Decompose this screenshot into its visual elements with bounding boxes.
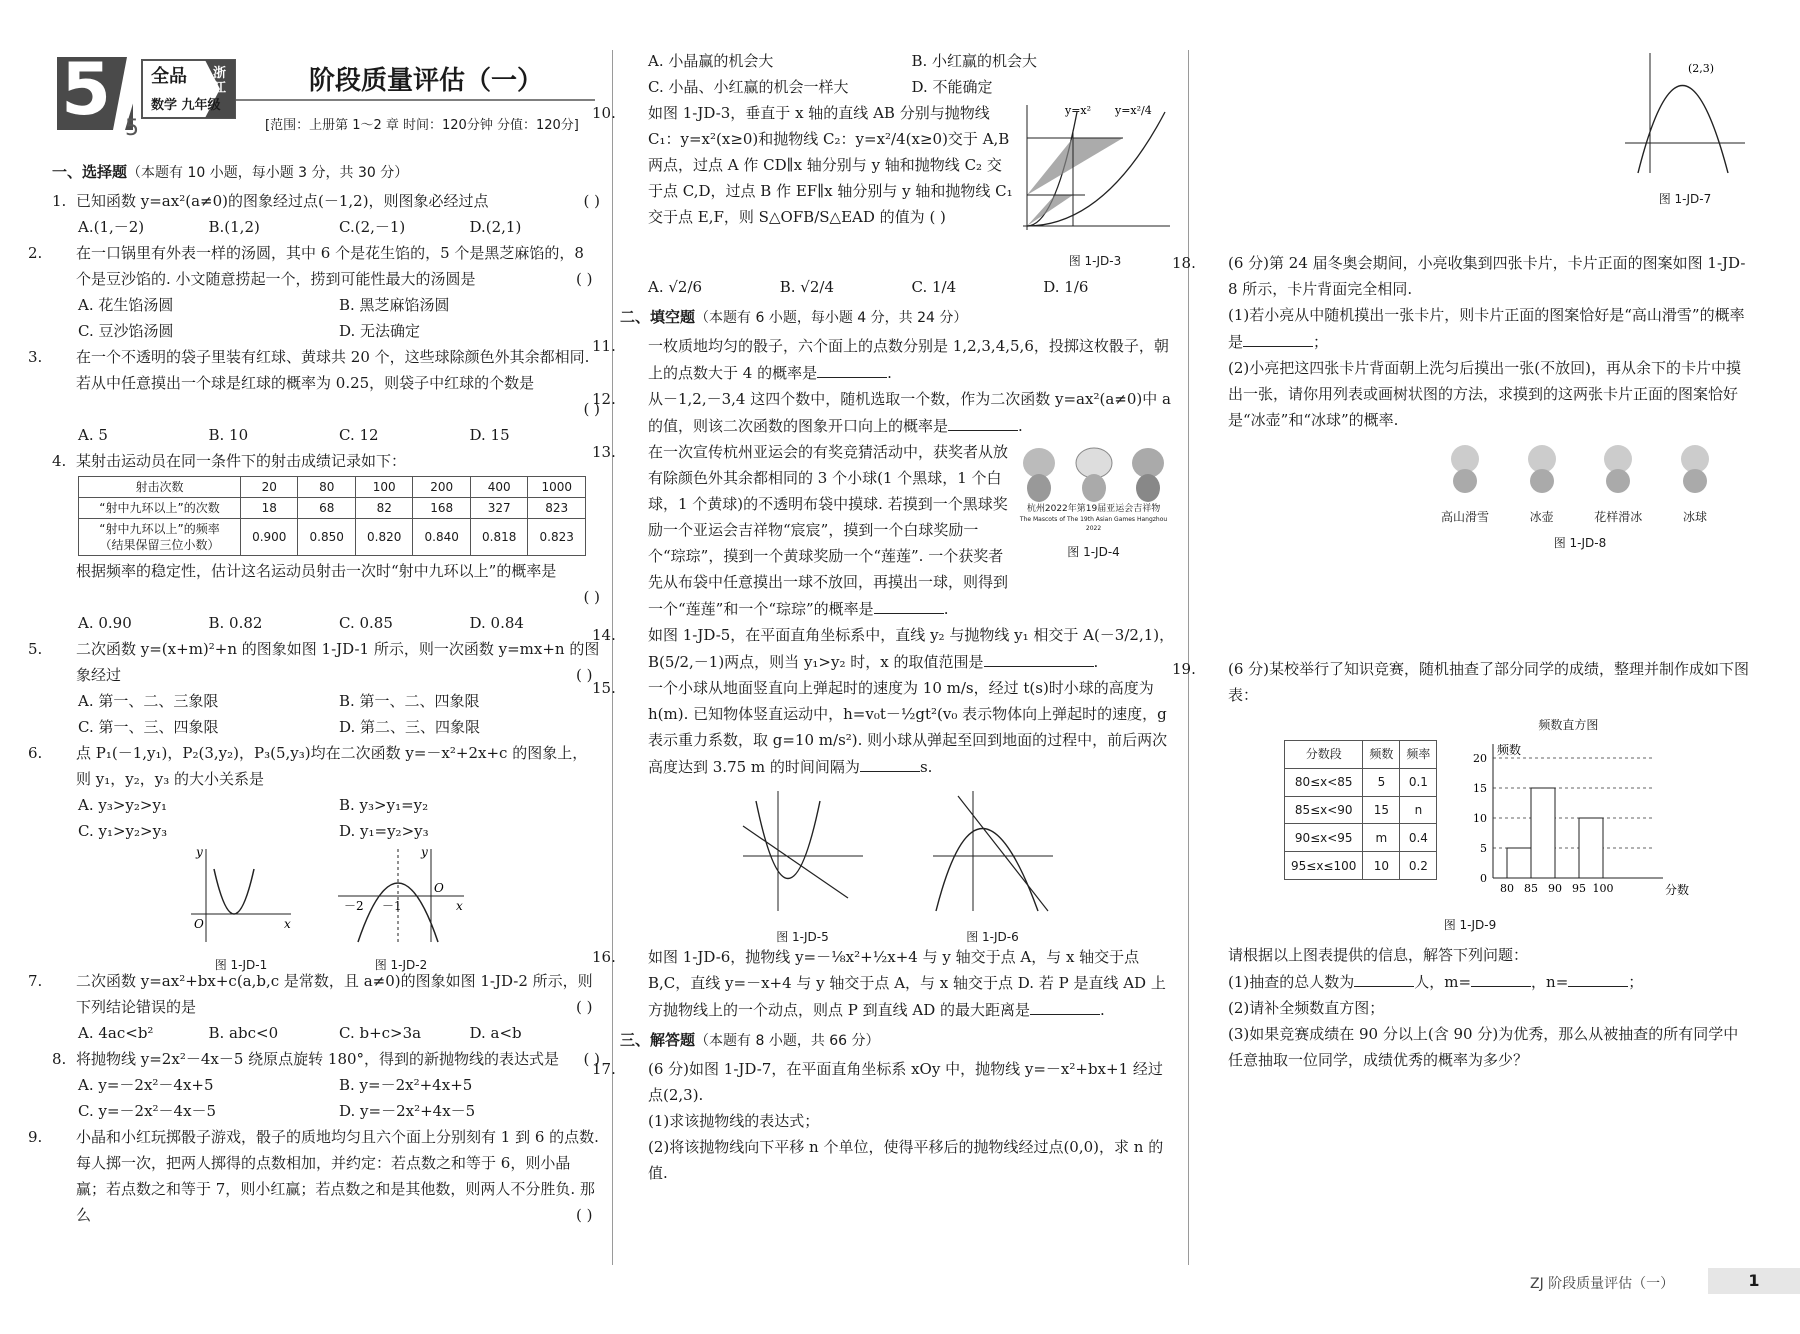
figure-7-graph	[1620, 48, 1750, 178]
table-row: “射中九环以上”的频率 （结果保留三位小数） 0.900 0.850 0.820 0.840 0.818 0.823	[79, 519, 586, 556]
figure-1-jd-4	[1012, 439, 1175, 622]
exam-meta: [范围：上册第 1～2 章 时间：120分钟 分值：120分]	[265, 118, 579, 133]
figure-5-graph	[738, 786, 868, 916]
y-tick-label: 15	[1473, 782, 1488, 795]
curling-icon	[1512, 441, 1572, 496]
fig9-caption: 图 1-JD-9	[1443, 918, 1497, 932]
brand-label: 全品	[151, 66, 187, 87]
histogram-bar	[1531, 788, 1555, 878]
mascot-icon	[1121, 443, 1175, 503]
x-tick-label: 95	[1572, 882, 1587, 895]
figure-3-graph	[1015, 100, 1175, 240]
fig8-caption: 图 1-JD-8	[1553, 536, 1607, 550]
fig1-x-label: x	[284, 917, 291, 931]
fig2-x-label: x	[456, 899, 463, 913]
y-axis-label: 频数	[1497, 743, 1522, 757]
table-row: “射中九环以上”的次数 18 68 82 168 327 823	[79, 498, 586, 519]
figure-6-graph	[928, 786, 1058, 916]
q16-blank[interactable]	[1030, 996, 1100, 1015]
skater-icon	[1588, 441, 1648, 496]
question-4: 4. 某射击运动员在同一条件下的射击成绩记录如下：	[52, 452, 407, 470]
y-tick-label: 20	[1473, 752, 1488, 765]
q13-blank[interactable]	[874, 595, 944, 614]
question-15: 15. 一个小球从地面竖直向上弹起时的速度为 10 m/s，经过 t(s)时小球的高度为 h(m). 已知物体竖直运动中，h=v₀t－½gt²(v₀ 表示物体向上弹起时的速度，g 表示重力系数，取 g=10 m/s²). 则小球从弹起至回到地面的过程中，前后两次高度达到 3.75 m 的时间间隔为 s.	[592, 679, 1168, 776]
figure-1-jd-8	[1430, 441, 1730, 556]
q19-part1: (1)抽查的总人数为 人，m= ，n= ；	[1200, 968, 1750, 995]
figure-1-jd-2	[336, 844, 466, 972]
fig2-tick-m2: －2	[344, 899, 364, 913]
region-label: 浙江	[213, 66, 227, 96]
column-2	[592, 48, 1175, 1186]
q4-options: A. 0.90 B. 0.82 C. 0.85 D. 0.84	[78, 614, 524, 632]
question-7: 7. 二次函数 y=ax²+bx+c(a,b,c 是常数，且 a≠0)的图象如图 1-JD-2 所示，则下列结论错误的是 ( )	[28, 972, 593, 1016]
question-14: 14. 如图 1-JD-5，在平面直角坐标系中，直线 y₂ 与抛物线 y₁ 相交于 A(－3/2,1)，B(5/2,－1)两点，则当 y₁>y₂ 时，x 的取值范围是 .	[592, 626, 1175, 671]
fig1-origin: O	[194, 917, 204, 931]
q3-options: A. 5 B. 10 C. 12 D. 15	[78, 426, 510, 444]
fig3-caption: 图 1-JD-3	[1068, 254, 1122, 268]
histogram-bar	[1579, 818, 1603, 878]
card-item: 花样滑冰	[1583, 441, 1653, 530]
q10-options: A. √2/6 B. √2/4 C. 1/4 D. 1/6	[648, 278, 1089, 296]
q14-blank[interactable]	[984, 648, 1094, 667]
figure-1-jd-1	[186, 844, 296, 972]
q12-blank[interactable]	[948, 412, 1018, 431]
table-row: 95≤x≤100 10 0.2	[1285, 852, 1437, 880]
question-17: 17. (6 分)如图 1-JD-7，在平面直角坐标系 xOy 中，抛物线 y=－x²+bx+1 经过点(2,3).	[592, 1060, 1163, 1104]
q19-total-blank[interactable]	[1354, 968, 1414, 987]
mascot-icon	[1067, 443, 1121, 503]
x-tick-label: 90	[1548, 882, 1563, 895]
question-19: 19. (6 分)某校举行了知识竞赛，随机抽查了部分同学的成绩，整理并制作成如下图表：	[1172, 660, 1750, 704]
q19-prompt: 请根据以上图表提供的信息，解答下列问题：	[1228, 946, 1529, 964]
fig4-banner-en: The Mascots of The 19th Asian Games Hangzhou 2022	[1019, 516, 1168, 532]
question-6: 6. 点 P₁(－1,y₁)，P₂(3,y₂)，P₃(5,y₃)均在二次函数 y=－x²+2x+c 的图象上，则 y₁，y₂，y₃ 的大小关系是	[28, 744, 588, 788]
q9-options: A. 小晶赢的机会大 B. 小红赢的机会大 C. 小晶、小红赢的机会一样大 D. 不能确定	[648, 52, 1038, 96]
x-tick-label: 100	[1592, 882, 1614, 895]
q19-m-blank[interactable]	[1471, 968, 1531, 987]
q7-options: A. 4ac<b² B. abc<0 C. b+c>3a D. a<b	[78, 1024, 522, 1042]
badge-small: 5	[125, 116, 139, 141]
q8-options: A. y=－2x²－4x+5 B. y=－2x²+4x+5 C. y=－2x²－4x－5 D. y=－2x²+4x－5	[78, 1076, 476, 1120]
page-number: 1	[1708, 1268, 1800, 1294]
table-row: 85≤x<90 15 n	[1285, 796, 1437, 824]
fig2-origin: O	[434, 881, 444, 895]
q18-part2: (2)小亮把这四张卡片背面朝上洗匀后摸出一张(不放回)，再从余下的卡片中摸出一张，请你用列表或画树状图的方法，求摸到的这两张卡片正面的图案恰好是“冰壶”和“冰球”的概率.	[1228, 359, 1741, 429]
hockey-icon	[1665, 441, 1725, 496]
fig3-c1-label: y=x²	[1065, 104, 1092, 117]
section-choice: 一、选择题（本题有 10 小题，每小题 3 分，共 30 分）	[52, 163, 409, 181]
q10-block	[592, 100, 1175, 274]
fig4-banner: 杭州2022年第19届亚运会吉祥物	[1026, 504, 1161, 514]
card-item: 高山滑雪	[1430, 441, 1500, 530]
q19-part2: (2)请补全频数直方图；	[1228, 999, 1385, 1017]
fig-row-5-6	[620, 786, 1175, 944]
y-tick-label: 0	[1480, 872, 1488, 885]
q13-block	[592, 439, 1175, 622]
fig1-caption: 图 1-JD-1	[214, 958, 268, 972]
question-13: 13. 在一次宣传杭州亚运会的有奖竞猜活动中，获奖者从放有除颜色外其余都相同的 3 个小球(1 个黑球，1 个白球，1 个黄球)的不透明布袋中摸球. 若摸到一个黑球奖励一个亚运会吉祥物“宸宸”，摸到一个白球奖励一个“琮琮”，摸到一个黄球奖励一个“莲莲”. 一个获奖者先从布袋中任意摸出一球不放回，再摸出一球，则得到一个“莲莲”和一个“琮琮”的概率是 .	[592, 443, 1009, 618]
q17-part2: (2)将该抛物线向下平移 n 个单位，使得平移后的抛物线经过点(0,0)，求 n 的值.	[648, 1138, 1164, 1182]
card-item: 冰球	[1660, 441, 1730, 530]
page-header	[55, 47, 600, 152]
table-row: 分数段 频数 频率	[1285, 741, 1437, 769]
question-12: 12. 从－1,2,－3,4 这四个数中，随机选取一个数，作为二次函数 y=ax²(a≠0)中 a 的值，则该二次函数的图象开口向上的概率是 .	[592, 390, 1171, 435]
figure-1-jd-9	[1284, 712, 1750, 912]
histogram-title: 频数直方图	[1538, 718, 1599, 732]
skier-icon	[1435, 441, 1495, 496]
question-2: 2. 在一口锅里有外表一样的汤圆，其中 6 个是花生馅的，5 个是黑芝麻馅的，8 个是豆沙馅的. 小文随意捞起一个，捞到可能性最大的汤圆是 ( )	[28, 244, 593, 288]
fig5-caption: 图 1-JD-5	[776, 930, 829, 944]
q17-part1: (1)求该抛物线的表达式；	[648, 1112, 820, 1130]
q2-options: A. 花生馅汤圆 B. 黑芝麻馅汤圆 C. 豆沙馅汤圆 D. 无法确定	[78, 296, 450, 340]
fig2-caption: 图 1-JD-2	[374, 958, 428, 972]
q5-options: A. 第一、二、三象限 B. 第一、二、四象限 C. 第一、三、四象限 D. 第二、三、四象限	[78, 692, 481, 736]
figure-1-jd-7	[1620, 48, 1750, 212]
column-divider-1	[612, 50, 613, 1265]
figure-1-jd-3	[1015, 100, 1175, 274]
footer-label: ZJ 阶段质量评估（一）	[1530, 1276, 1675, 1292]
q19-part3: (3)如果竞赛成绩在 90 分以上(含 90 分)为优秀，那么从被抽查的所有同学中任意抽取一位同学，成绩优秀的概率为多少？	[1228, 1025, 1739, 1069]
fig2-y-label: y	[421, 845, 428, 859]
question-8: 8. 将抛物线 y=2x²－4x－5 绕原点旋转 180°，得到的新抛物线的表达式是 ( )	[52, 1050, 600, 1068]
table-row: 90≤x<95 m 0.4	[1285, 824, 1437, 852]
question-11: 11. 一枚质地均匀的骰子，六个面上的点数分别是 1,2,3,4,5,6，投掷这枚骰子，朝上的点数大于 4 的概率是 .	[592, 337, 1169, 382]
fig7-point-label: (2,3)	[1688, 62, 1715, 75]
q19-n-blank[interactable]	[1568, 968, 1628, 987]
figure-1-jd-5	[738, 786, 868, 944]
table-row: 80≤x<85 5 0.1	[1285, 768, 1437, 796]
card-row	[1430, 441, 1730, 530]
column-3	[1172, 48, 1750, 1073]
subject-label: 数学 九年级	[151, 98, 221, 113]
fig2-tick-m1: －1	[382, 899, 402, 913]
question-18: 18. (6 分)第 24 届冬奥会期间，小亮收集到四张卡片，卡片正面的图案如图 1-JD-8 所示，卡片背面完全相同.	[1172, 254, 1746, 298]
freq-table	[1284, 740, 1437, 880]
fig7-caption: 图 1-JD-7	[1658, 192, 1712, 206]
q6-options: A. y₃>y₂>y₁ B. y₃>y₁=y₂ C. y₁>y₂>y₃ D. y₁=y₂>y₃	[78, 796, 429, 840]
fig4-caption: 图 1-JD-4	[1067, 545, 1120, 559]
column-1	[28, 155, 600, 1228]
table-row: 射击次数 20 80 100 200 400 1000	[79, 477, 586, 498]
fig3-c2-label: y=x²/4	[1115, 104, 1152, 117]
figure-1-jd-6	[928, 786, 1058, 944]
x-tick-label: 80	[1500, 882, 1515, 895]
question-10: 10. 如图 1-JD-3，垂直于 x 轴的直线 AB 分别与抛物线 C₁：y=x²(x≥0)和抛物线 C₂：y=x²/4(x≥0)交于 A,B 两点，过点 A 作 CD∥x 轴分别与 y 轴和抛物线 C₂ 交于点 C,D，过点 B 作 EF∥x 轴分别与 y 轴和抛物线 C₁ 交于点 E,F，则 S△OFB/S△EAD 的值为 ( )	[592, 104, 1013, 226]
histogram-bar	[1507, 848, 1531, 878]
section-solve: 三、解答题（本题有 8 小题，共 66 分）	[620, 1031, 880, 1049]
q11-blank[interactable]	[817, 359, 887, 378]
question-5: 5. 二次函数 y=(x+m)²+n 的图象如图 1-JD-1 所示，则一次函数 y=mx+n 的图象经过 ( )	[28, 640, 600, 684]
q18-blank[interactable]	[1243, 328, 1313, 347]
question-9: 9. 小晶和小红玩掷骰子游戏，骰子的质地均匀且六个面上分别刻有 1 到 6 的点数. 每人掷一次，把两人掷得的点数相加，并约定：若点数之和等于 6，则小晶赢；若点数之和等于 7，则小红赢；若点数之和是其他数，则两人不分胜负. 那么 ( )	[28, 1128, 599, 1224]
question-1: 1. 已知函数 y=ax²(a≠0)的图象经过点(－1,2)，则图象必经过点 ( )	[52, 192, 600, 210]
figure-2-graph	[336, 844, 466, 944]
question-3: 3. 在一个不透明的袋子里装有红球、黄球共 20 个，这些球除颜色外其余都相同. 若从中任意摸出一个球是红球的概率为 0.25，则袋子中红球的个数是 ( )	[28, 348, 600, 418]
histogram-svg	[1453, 738, 1690, 908]
histogram	[1453, 712, 1690, 912]
q15-blank[interactable]	[860, 753, 920, 772]
fig-row-1-2	[52, 844, 600, 972]
q4-table	[78, 476, 586, 556]
card-item: 冰壶	[1507, 441, 1577, 530]
y-tick-label: 10	[1473, 812, 1488, 825]
fig6-caption: 图 1-JD-6	[966, 930, 1019, 944]
fig1-y-label: y	[196, 845, 203, 859]
x-tick-label: 85	[1524, 882, 1539, 895]
q18-part1: (1)若小亮从中随机摸出一张卡片，则卡片正面的图案恰好是“高山滑雪”的概率是 ；	[1228, 306, 1745, 351]
x-axis-label: 分数	[1665, 883, 1690, 897]
mascot-icon	[1012, 443, 1066, 503]
q1-options: A.(1,－2) B.(1,2) C.(2,－1) D.(2,1)	[78, 218, 522, 236]
section-fill: 二、填空题（本题有 6 小题，每小题 4 分，共 24 分）	[620, 308, 968, 326]
q4-text2: 根据频率的稳定性，估计这名运动员射击一次时“射中九环以上”的概率是 ( )	[76, 562, 600, 606]
page-title: 阶段质量评估（一）	[309, 66, 544, 96]
y-tick-label: 5	[1480, 842, 1488, 855]
question-16: 16. 如图 1-JD-6，抛物线 y=－⅛x²+½x+4 与 y 轴交于点 A，与 x 轴交于点 B,C，直线 y=－x+4 与 y 轴交于点 A，与 x 轴交于点 D. 若 P 是直线 AD 上方抛物线上的一个动点，则点 P 到直线 AD 的最大距离是 .	[592, 948, 1166, 1019]
figure-1-graph	[186, 844, 296, 944]
mascot-row	[1012, 443, 1175, 503]
badge-number: 5	[61, 47, 112, 131]
